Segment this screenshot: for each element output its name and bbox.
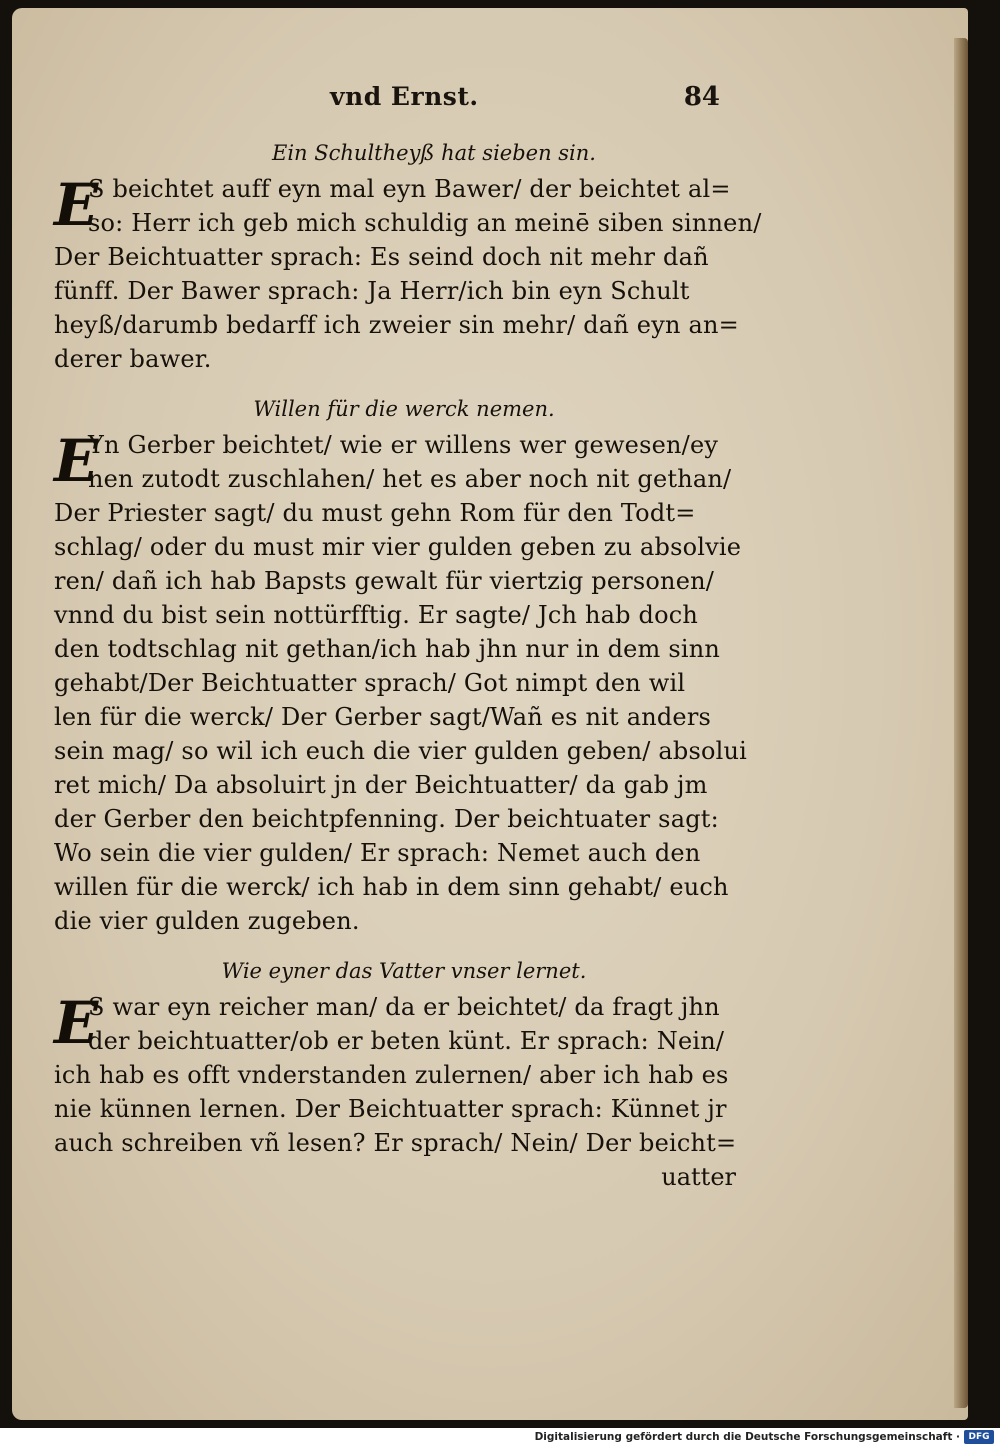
paragraph <box>54 428 754 938</box>
text-line: Yn Gerber beichtet/ wie er willens wer gewesen/ey <box>88 431 719 459</box>
dfg-logo: DFG <box>964 1430 994 1444</box>
text-line: Der Beichtuatter sprach: Es seind doch nit mehr dañ <box>54 243 709 271</box>
text-line: S war eyn reicher man/ da er beichtet/ da fragt jhn <box>88 993 720 1021</box>
text-line: fünff. Der Bawer sprach: Ja Herr/ich bin eyn Schult <box>54 277 690 305</box>
text-line: den todtschlag nit gethan/ich hab jhn nur in dem sinn <box>54 635 721 663</box>
text-line: der beichtuatter/ob er beten künt. Er sprach: Nein/ <box>88 1027 725 1055</box>
text-block <box>54 134 762 1194</box>
text-line: heyß/darumb bedarff ich zweier sin mehr/ dañ eyn an= <box>54 311 739 339</box>
page-header <box>330 82 720 122</box>
text-line: nie künnen lernen. Der Beichtuatter sprach: Künnet jr <box>54 1095 727 1123</box>
text-line: nen zutodt zuschlahen/ het es aber noch nit gethan/ <box>88 465 732 493</box>
page-number: 84 <box>683 82 720 112</box>
text-line: sein mag/ so wil ich euch die vier gulden geben/ absolui <box>54 737 748 765</box>
text-line: vnnd du bist sein nottürfftig. Er sagte/ Jch hab doch <box>54 601 699 629</box>
drop-cap: E <box>54 171 99 239</box>
drop-cap: E <box>54 989 99 1057</box>
section-title: Wie eyner das Vatter vnser lernet. <box>221 959 587 983</box>
text-line: Wo sein die vier gulden/ Er sprach: Nemet auch den <box>54 839 701 867</box>
section-title: Willen für die werck nemen. <box>253 397 555 421</box>
text-line: ren/ dañ ich hab Bapsts gewalt für viertzig personen/ <box>54 567 715 595</box>
text-line: die vier gulden zugeben. <box>54 907 360 935</box>
text-line: derer bawer. <box>54 345 212 373</box>
text-line: len für die werck/ Der Gerber sagt/Wañ es nit anders <box>54 703 712 731</box>
text-line: Der Priester sagt/ du must gehn Rom für den Todt= <box>54 499 696 527</box>
text-line: der Gerber den beichtpfenning. Der beichtuater sagt: <box>54 805 719 833</box>
footer-credit: Digitalisierung gefördert durch die Deutsche Forschungsgemeinschaft · <box>534 1431 960 1443</box>
text-line: willen für die werck/ ich hab in dem sinn gehabt/ euch <box>54 873 729 901</box>
text-line: gehabt/Der Beichtuatter sprach/ Got nimpt den wil <box>54 669 686 697</box>
text-line: ich hab es offt vnderstanden zulernen/ aber ich hab es <box>54 1061 729 1089</box>
text-line: ret mich/ Da absoluirt jn der Beichtuatter/ da gab jm <box>54 771 708 799</box>
text-line: so: Herr ich geb mich schuldig an meinē siben sinnen/ <box>88 209 762 237</box>
page-edge <box>954 38 968 1408</box>
paragraph <box>54 990 754 1160</box>
catchword: uatter <box>661 1163 736 1191</box>
text-line: S beichtet auff eyn mal eyn Bawer/ der beichtet al= <box>88 175 731 203</box>
paragraph <box>54 171 762 376</box>
section-title: Ein Schultheyß hat sieben sin. <box>272 141 596 165</box>
text-line: schlag/ oder du must mir vier gulden geben zu absolvie <box>54 533 742 561</box>
text-line: auch schreiben vñ lesen? Er sprach/ Nein/ Der beicht= <box>54 1129 737 1157</box>
drop-cap: E <box>54 427 99 495</box>
running-head: vnd Ernst. <box>330 82 479 111</box>
